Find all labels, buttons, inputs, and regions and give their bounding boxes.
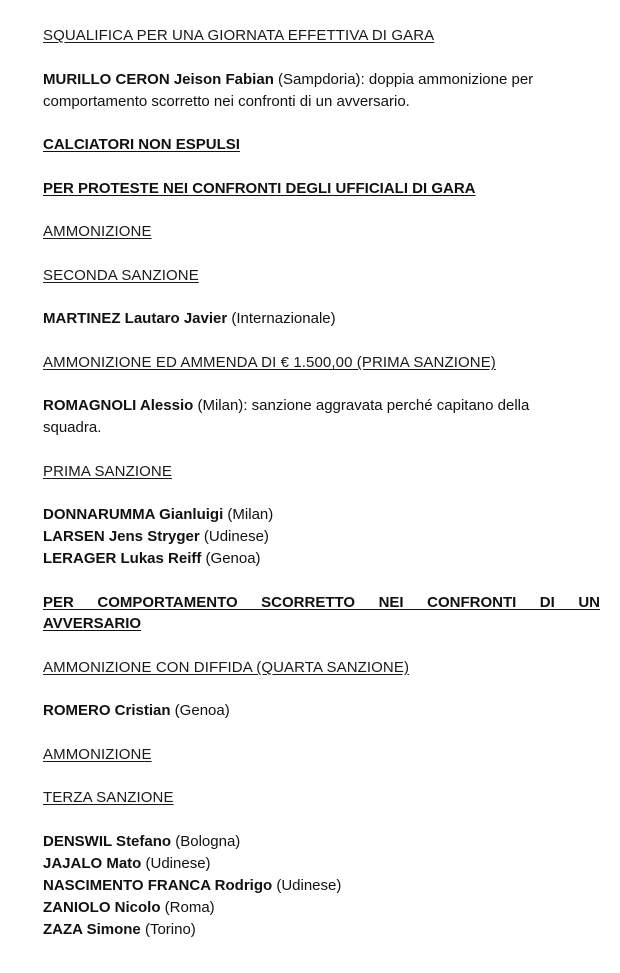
player-description-continued: squadra.: [43, 419, 102, 436]
player-entry: [43, 919, 600, 941]
player-description: : doppia ammonizione per: [360, 71, 534, 88]
player-club: (Roma): [160, 899, 215, 916]
heading-comportamento-scorretto-continued: AVVERSARIO: [43, 615, 142, 632]
heading-comportamento-scorretto: PER COMPORTAMENTO SCORRETTO NEI CONFRONTI DI UN: [43, 594, 600, 611]
player-name: DONNARUMMA Gianluigi: [43, 506, 224, 523]
heading-proteste: PER PROTESTE NEI CONFRONTI DEGLI UFFICIALI DI GARA: [43, 180, 476, 197]
player-name: ZAZA Simone: [43, 921, 141, 938]
subheading-prima-sanzione: PRIMA SANZIONE: [43, 463, 172, 480]
subheading-terza-sanzione: TERZA SANZIONE: [43, 789, 174, 806]
player-club: (Udinese): [141, 855, 211, 872]
player-club: (Sampdoria): [273, 71, 361, 88]
player-entry-romero: [43, 700, 600, 722]
player-club: (Milan): [193, 397, 244, 414]
player-name: ROMAGNOLI Alessio: [43, 397, 194, 414]
player-club: (Milan): [223, 506, 274, 523]
player-entry: [43, 853, 600, 875]
player-club: (Genoa): [201, 550, 261, 567]
player-club: (Udinese): [199, 528, 269, 545]
player-name: LARSEN Jens Stryger: [43, 528, 200, 545]
subheading-squalifica: SQUALIFICA PER UNA GIORNATA EFFETTIVA DI GARA: [43, 27, 435, 44]
player-name: ROMERO Cristian: [43, 702, 171, 719]
player-entry-martinez: [43, 308, 600, 330]
player-club: (Udinese): [272, 877, 342, 894]
player-description: : sanzione aggravata perché capitano della: [243, 397, 530, 414]
player-entry: [43, 875, 600, 897]
player-club: (Genoa): [170, 702, 230, 719]
player-club: (Bologna): [171, 833, 241, 850]
player-name: MARTINEZ Lautaro Javier: [43, 310, 228, 327]
player-name: NASCIMENTO FRANCA Rodrigo: [43, 877, 273, 894]
player-name: DENSWIL Stefano: [43, 833, 172, 850]
player-entry: [43, 897, 600, 919]
player-entry: [43, 548, 600, 570]
player-club: (Internazionale): [227, 310, 336, 327]
subheading-ammonizione: AMMONIZIONE: [43, 746, 152, 763]
heading-calciatori-non-espulsi: CALCIATORI NON ESPULSI: [43, 136, 240, 153]
subheading-ammonizione-ammenda: AMMONIZIONE ED AMMENDA DI € 1.500,00 (PRIMA SANZIONE): [43, 354, 496, 371]
player-entry-murillo: [43, 69, 600, 91]
subheading-ammonizione: AMMONIZIONE: [43, 223, 152, 240]
player-name: ZANIOLO Nicolo: [43, 899, 161, 916]
player-description-continued: comportamento scorretto nei confronti di un avversario.: [43, 93, 410, 110]
player-entry: [43, 831, 600, 853]
player-club: (Torino): [140, 921, 196, 938]
player-entry: [43, 504, 600, 526]
subheading-seconda-sanzione: SECONDA SANZIONE: [43, 267, 199, 284]
player-name: MURILLO CERON Jeison Fabian: [43, 71, 274, 88]
player-name: JAJALO Mato: [43, 855, 142, 872]
player-name: LERAGER Lukas Reiff: [43, 550, 202, 567]
subheading-ammonizione-diffida: AMMONIZIONE CON DIFFIDA (QUARTA SANZIONE): [43, 659, 410, 676]
player-entry: [43, 526, 600, 548]
player-entry-romagnoli: [43, 395, 600, 417]
